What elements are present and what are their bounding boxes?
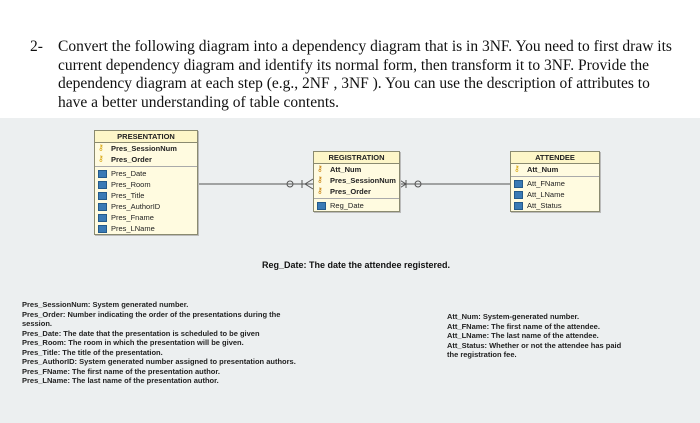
note-line: Pres_LName: The last name of the presentation author. — [22, 376, 219, 385]
attr-pres-lname: Pres_LName — [95, 223, 197, 234]
attr-att-fname: Att_FName — [511, 178, 599, 189]
note-line: Pres_Order: Number indicating the order of the presentations during the — [22, 309, 281, 319]
attribute-icon — [317, 202, 326, 210]
attribute-icon — [98, 181, 107, 189]
presentation-notes — [22, 300, 296, 386]
attr-att-status: Att_Status — [511, 200, 599, 211]
note-line: Pres_Room: The room in which the presentation will be given. — [22, 338, 244, 347]
attr-reg-att-num: ⚷ Att_Num — [317, 164, 362, 174]
note-line: Att_FName: The first name of the attendee. — [447, 321, 600, 331]
note-line: Pres_Title: The title of the presentation. — [22, 347, 163, 357]
question-block — [30, 38, 680, 112]
entity-presentation — [94, 130, 198, 235]
attribute-icon — [514, 202, 523, 210]
key-icon: ⚷ — [98, 143, 104, 152]
attr-reg-pres-order: ⚷ Pres_Order — [317, 186, 371, 196]
attr-pres-date: Pres_Date — [95, 168, 197, 179]
entity-registration-title: REGISTRATION — [314, 152, 399, 164]
attr-reg-pres-sessionnum: ⚷ Pres_SessionNum — [317, 175, 396, 185]
attr-att-num: ⚷ Att_Num — [514, 164, 559, 174]
entity-registration — [313, 151, 400, 212]
attribute-icon — [98, 170, 107, 178]
attr-pres-fname: Pres_Fname — [95, 212, 197, 223]
foreign-key-icon: ⚷ — [317, 164, 323, 173]
entity-presentation-title: PRESENTATION — [95, 131, 197, 143]
attribute-icon — [514, 180, 523, 188]
attribute-icon — [98, 203, 107, 211]
note-line: Pres_Date: The date that the presentation is scheduled to be given — [22, 328, 260, 338]
attr-pres-sessionnum: ⚷ Pres_SessionNum — [98, 143, 177, 153]
entity-attendee-title: ATTENDEE — [511, 152, 599, 164]
attribute-icon — [98, 225, 107, 233]
note-line: Pres_FName: The first name of the presentation author. — [22, 366, 220, 376]
question-number: 2- — [30, 38, 43, 55]
diagram-image — [0, 118, 700, 423]
attr-reg-date: Reg_Date — [314, 200, 399, 211]
foreign-key-icon: ⚷ — [317, 175, 323, 184]
key-icon: ⚷ — [98, 154, 104, 163]
question-text: Convert the following diagram into a dependency diagram that is in 3NF. You need to first draw its current dependency diagram and identify its normal form, then transform it to 3NF. Provide the dependency diagram at each step (e.g., 2NF , 3NF ). You can use the description of attributes to have a better understanding of table contents. — [58, 38, 672, 111]
note-line: Att_Status: Whether or not the attendee has paid — [447, 340, 622, 350]
note-line: the registration fee. — [447, 350, 517, 359]
attr-pres-authorid: Pres_AuthorID — [95, 201, 197, 212]
note-line: Pres_SessionNum: System generated number. — [22, 300, 189, 309]
attendee-notes — [447, 312, 621, 360]
reg-date-note: Reg_Date: The date the attendee registered. — [262, 260, 451, 270]
attr-pres-room: Pres_Room — [95, 179, 197, 190]
attr-att-lname: Att_LName — [511, 189, 599, 200]
note-line: Att_Num: System-generated number. — [447, 312, 580, 321]
attr-pres-order: ⚷ Pres_Order — [98, 154, 152, 164]
foreign-key-icon: ⚷ — [317, 186, 323, 195]
attribute-icon — [514, 191, 523, 199]
attribute-icon — [98, 192, 107, 200]
note-line: Pres_AuthorID: System generated number assigned to presentation authors. — [22, 357, 296, 366]
note-line: Att_LName: The last name of the attendee. — [447, 331, 599, 340]
attribute-icon — [98, 214, 107, 222]
entity-attendee — [510, 151, 600, 212]
attr-pres-title: Pres_Title — [95, 190, 197, 201]
key-icon: ⚷ — [514, 164, 520, 173]
note-line: session. — [22, 319, 53, 328]
